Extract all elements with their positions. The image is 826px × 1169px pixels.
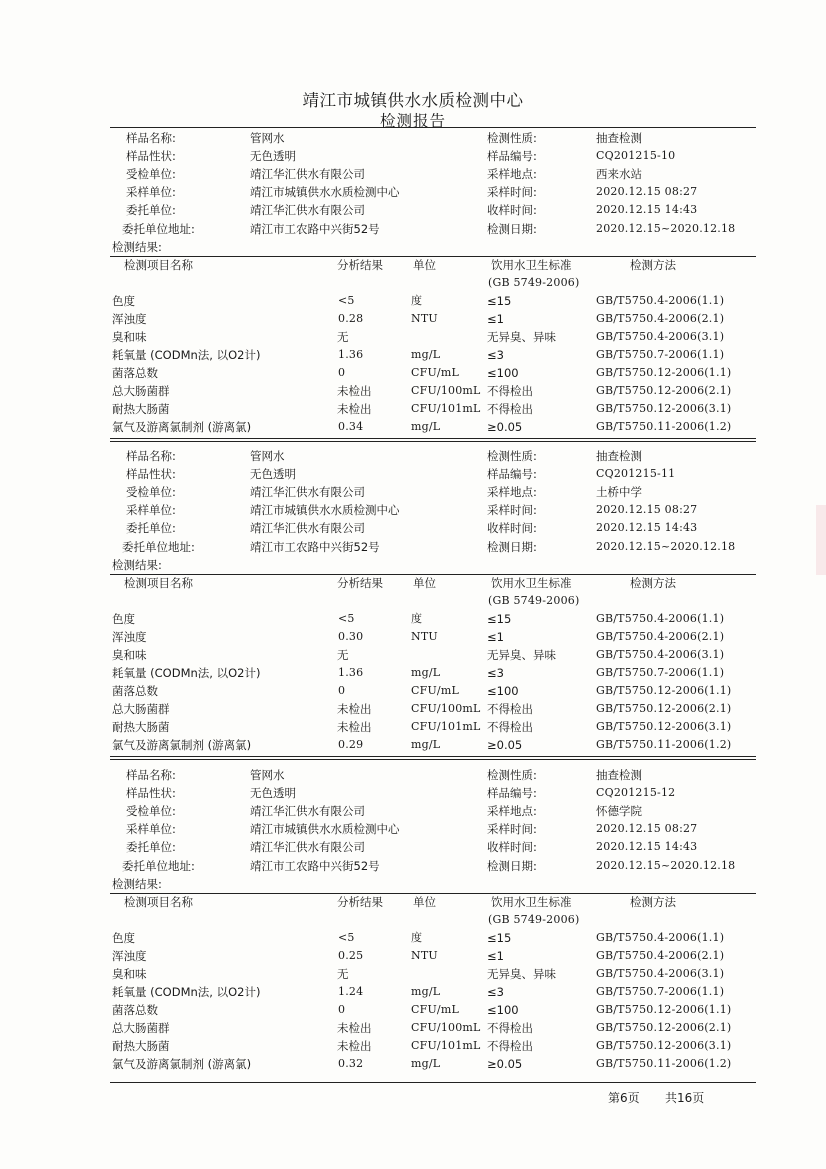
item-method: GB/T5750.12-2006(2.1) (596, 384, 732, 398)
item-standard: ≤1 (487, 311, 504, 326)
item-name: 臭和味 (112, 966, 147, 981)
receive-time-value: 2020.12.15 14:43 (596, 840, 698, 854)
receive-time-label: 收样时间: (487, 521, 537, 536)
item-method: GB/T5750.12-2006(3.1) (596, 1039, 732, 1053)
item-method: GB/T5750.4-2006(3.1) (596, 647, 725, 661)
item-unit: mg/L (411, 347, 441, 361)
sampling-time-label: 采样时间: (487, 503, 537, 518)
client-unit-value: 靖江华汇供水有限公司 (250, 203, 365, 218)
item-result: 0.30 (338, 629, 364, 643)
sampling-site-value: 怀德学院 (596, 804, 642, 819)
test-nature-value: 抽查检测 (596, 131, 642, 145)
receive-time-value: 2020.12.15 14:43 (596, 521, 698, 535)
item-name: 浑浊度 (112, 948, 147, 963)
report-title: 检测报告 (379, 112, 446, 130)
item-result: 1.36 (338, 347, 364, 361)
sample-name-label: 样品名称: (126, 768, 176, 782)
item-standard: ≤3 (487, 984, 504, 999)
item-standard: ≤3 (487, 665, 504, 680)
item-result: <5 (338, 293, 355, 307)
sampling-site-label: 采样地点: (487, 804, 537, 819)
item-result: 未检出 (337, 1021, 372, 1036)
item-result: 0.34 (338, 420, 364, 434)
inspected-unit-label: 受检单位: (126, 804, 176, 819)
item-standard: ≤100 (487, 1003, 519, 1017)
results-label: 检测结果: (112, 876, 162, 891)
item-unit: 度 (411, 611, 423, 625)
sample-name-label: 样品名称: (126, 131, 176, 145)
item-standard: 无异臭、异味 (487, 647, 556, 662)
item-result: 未检出 (337, 720, 372, 735)
item-result: 无 (337, 329, 349, 344)
item-standard: ≤15 (487, 611, 512, 626)
results-label: 检测结果: (112, 557, 162, 572)
client-unit-label: 委托单位: (126, 840, 176, 855)
col-standard-code: (GB 5749-2006) (488, 593, 580, 607)
item-method: GB/T5750.4-2006(3.1) (596, 966, 725, 980)
item-method: GB/T5750.12-2006(2.1) (596, 1021, 732, 1035)
sampling-unit-label: 采样单位: (126, 822, 176, 837)
item-method: GB/T5750.11-2006(1.2) (596, 420, 732, 434)
item-result: 未检出 (337, 384, 372, 399)
item-name: 臭和味 (112, 329, 147, 344)
item-name: 色度 (112, 611, 135, 626)
item-name: 臭和味 (112, 647, 147, 662)
results-label: 检测结果: (112, 239, 162, 254)
sampling-time-label: 采样时间: (487, 185, 537, 200)
item-method: GB/T5750.4-2006(1.1) (596, 611, 725, 625)
item-method: GB/T5750.4-2006(3.1) (596, 329, 725, 343)
client-address-label: 委托单位地址: (122, 858, 195, 873)
sample-state-value: 无色透明 (250, 786, 296, 801)
item-standard: ≥0.05 (487, 1057, 523, 1072)
item-name: 浑浊度 (112, 311, 147, 326)
item-result: 0.32 (338, 1057, 364, 1071)
item-unit: CFU/101mL (411, 402, 481, 416)
col-standard-code: (GB 5749-2006) (488, 912, 580, 926)
client-unit-label: 委托单位: (126, 203, 176, 218)
item-standard: ≤1 (487, 629, 504, 644)
test-date-label: 检测日期: (487, 858, 537, 873)
item-method: GB/T5750.4-2006(2.1) (596, 629, 725, 643)
test-date-value: 2020.12.15~2020.12.18 (596, 858, 736, 872)
item-method: GB/T5750.12-2006(1.1) (596, 366, 732, 379)
col-method-header: 检测方法 (630, 894, 676, 909)
item-unit: NTU (411, 948, 438, 962)
item-result: 0 (338, 1003, 346, 1016)
item-method: GB/T5750.7-2006(1.1) (596, 347, 725, 361)
item-name: 色度 (112, 293, 135, 308)
item-standard: 不得检出 (487, 1039, 533, 1054)
col-method-header: 检测方法 (630, 575, 676, 590)
item-standard: 不得检出 (487, 720, 533, 735)
item-unit: NTU (411, 629, 438, 643)
col-method-header: 检测方法 (630, 257, 676, 272)
item-result: 0.25 (338, 948, 364, 962)
item-standard: ≤100 (487, 684, 519, 698)
client-address-value: 靖江市工农路中兴街52号 (250, 858, 380, 873)
item-method: GB/T5750.4-2006(2.1) (596, 311, 725, 325)
col-unit-header: 单位 (413, 257, 436, 272)
item-standard: 无异臭、异味 (487, 966, 556, 981)
item-method: GB/T5750.11-2006(1.2) (596, 1057, 732, 1071)
item-unit: mg/L (411, 984, 441, 998)
col-standard-header: 饮用水卫生标准 (491, 894, 572, 909)
item-unit: CFU/mL (411, 1003, 459, 1016)
item-name: 耐热大肠菌 (112, 720, 170, 735)
client-unit-label: 委托单位: (126, 521, 176, 536)
col-standard-header: 饮用水卫生标准 (491, 575, 572, 590)
item-unit: CFU/mL (411, 366, 459, 379)
sample-name-label: 样品名称: (126, 449, 176, 463)
item-method: GB/T5750.11-2006(1.2) (596, 738, 732, 752)
item-unit: mg/L (411, 1057, 441, 1071)
sample-number-label: 样品编号: (487, 786, 537, 801)
item-standard: 不得检出 (487, 702, 533, 717)
client-address-label: 委托单位地址: (122, 539, 195, 554)
item-result: 0 (338, 684, 346, 697)
item-name: 耐热大肠菌 (112, 402, 170, 417)
item-result: 未检出 (337, 1039, 372, 1054)
item-method: GB/T5750.12-2006(2.1) (596, 702, 732, 716)
block-separator (110, 438, 756, 442)
title-rule (110, 127, 756, 128)
item-unit: mg/L (411, 420, 441, 434)
results-header-rule (110, 256, 756, 257)
sampling-site-label: 采样地点: (487, 167, 537, 182)
item-name: 菌落总数 (112, 1003, 158, 1017)
inspected-unit-value: 靖江华汇供水有限公司 (250, 485, 365, 500)
col-item-header: 检测项目名称 (124, 575, 193, 590)
test-nature-label: 检测性质: (487, 449, 537, 463)
col-result-header: 分析结果 (337, 257, 383, 272)
test-date-value: 2020.12.15~2020.12.18 (596, 539, 736, 553)
sampling-unit-value: 靖江市城镇供水水质检测中心 (250, 185, 400, 200)
col-item-header: 检测项目名称 (124, 257, 193, 272)
item-name: 耗氧量 (CODMn法, 以O2计) (112, 665, 261, 680)
col-unit-header: 单位 (413, 575, 436, 590)
org-title: 靖江市城镇供水水质检测中心 (302, 91, 524, 110)
sampling-unit-label: 采样单位: (126, 185, 176, 200)
sample-state-label: 样品性状: (126, 149, 176, 164)
item-standard: ≤100 (487, 366, 519, 380)
sampling-time-label: 采样时间: (487, 822, 537, 837)
item-standard: ≤3 (487, 347, 504, 362)
item-name: 总大肠菌群 (112, 702, 170, 717)
col-standard-code: (GB 5749-2006) (488, 275, 580, 289)
item-unit: CFU/101mL (411, 720, 481, 734)
sample-name-value: 管网水 (250, 131, 285, 145)
sampling-unit-value: 靖江市城镇供水水质检测中心 (250, 503, 400, 518)
client-address-label: 委托单位地址: (122, 221, 195, 236)
col-standard-header: 饮用水卫生标准 (491, 257, 572, 272)
item-method: GB/T5750.12-2006(1.1) (596, 684, 732, 697)
sample-state-value: 无色透明 (250, 149, 296, 164)
block-separator (110, 756, 756, 760)
item-standard: ≥0.05 (487, 420, 523, 435)
item-unit: 度 (411, 293, 423, 307)
sample-number-value: CQ201215-10 (596, 149, 676, 163)
item-result: 0.28 (338, 311, 364, 325)
sampling-unit-value: 靖江市城镇供水水质检测中心 (250, 822, 400, 837)
item-method: GB/T5750.4-2006(1.1) (596, 293, 725, 307)
results-header-rule (110, 574, 756, 575)
item-name: 氯气及游离氯制剂 (游离氯) (112, 738, 252, 753)
col-result-header: 分析结果 (337, 894, 383, 909)
col-item-header: 检测项目名称 (124, 894, 193, 909)
item-method: GB/T5750.12-2006(3.1) (596, 720, 732, 734)
page-number: 第6页 (608, 1091, 640, 1105)
client-address-value: 靖江市工农路中兴街52号 (250, 221, 380, 236)
item-name: 总大肠菌群 (112, 1021, 170, 1036)
item-name: 菌落总数 (112, 684, 158, 698)
item-unit: CFU/100mL (411, 1021, 481, 1035)
results-header-rule (110, 893, 756, 894)
sampling-time-value: 2020.12.15 08:27 (596, 822, 698, 836)
item-method: GB/T5750.4-2006(1.1) (596, 930, 725, 944)
item-standard: 不得检出 (487, 384, 533, 399)
item-result: 无 (337, 966, 349, 981)
item-unit: 度 (411, 930, 423, 944)
sample-state-label: 样品性状: (126, 467, 176, 482)
item-standard: ≤15 (487, 293, 512, 308)
sampling-site-value: 土桥中学 (596, 485, 642, 500)
inspected-unit-value: 靖江华汇供水有限公司 (250, 167, 365, 182)
inspected-unit-value: 靖江华汇供水有限公司 (250, 804, 365, 819)
item-standard: ≤15 (487, 930, 512, 945)
item-name: 色度 (112, 930, 135, 945)
sample-number-label: 样品编号: (487, 467, 537, 482)
sample-number-value: CQ201215-12 (596, 786, 676, 800)
test-date-label: 检测日期: (487, 539, 537, 554)
item-result: 0 (338, 366, 346, 379)
inspected-unit-label: 受检单位: (126, 167, 176, 182)
item-name: 氯气及游离氯制剂 (游离氯) (112, 1057, 252, 1072)
test-nature-label: 检测性质: (487, 131, 537, 145)
page-total: 共16页 (665, 1091, 705, 1105)
item-method: GB/T5750.7-2006(1.1) (596, 665, 725, 679)
item-name: 耐热大肠菌 (112, 1039, 170, 1054)
item-unit: mg/L (411, 665, 441, 679)
test-nature-value: 抽查检测 (596, 449, 642, 463)
item-unit: CFU/100mL (411, 702, 481, 716)
sample-name-value: 管网水 (250, 449, 285, 463)
test-date-label: 检测日期: (487, 221, 537, 236)
sampling-time-value: 2020.12.15 08:27 (596, 503, 698, 517)
sampling-site-value: 西来水站 (596, 167, 642, 182)
sample-state-value: 无色透明 (250, 467, 296, 482)
item-standard: 不得检出 (487, 1021, 533, 1036)
col-unit-header: 单位 (413, 894, 436, 909)
item-standard: ≤1 (487, 948, 504, 963)
item-method: GB/T5750.12-2006(1.1) (596, 1003, 732, 1016)
test-nature-value: 抽查检测 (596, 768, 642, 782)
test-nature-label: 检测性质: (487, 768, 537, 782)
col-result-header: 分析结果 (337, 575, 383, 590)
receive-time-label: 收样时间: (487, 840, 537, 855)
item-method: GB/T5750.7-2006(1.1) (596, 984, 725, 998)
sample-name-value: 管网水 (250, 768, 285, 782)
client-unit-value: 靖江华汇供水有限公司 (250, 521, 365, 536)
item-result: 未检出 (337, 702, 372, 717)
item-result: 1.24 (338, 984, 364, 998)
item-result: <5 (338, 611, 355, 625)
sample-number-value: CQ201215-11 (596, 467, 676, 481)
item-result: 未检出 (337, 402, 372, 417)
item-result: <5 (338, 930, 355, 944)
item-standard: 无异臭、异味 (487, 329, 556, 344)
sample-number-label: 样品编号: (487, 149, 537, 164)
item-standard: ≥0.05 (487, 738, 523, 753)
item-unit: NTU (411, 311, 438, 325)
seal-fragment (816, 505, 826, 575)
sampling-time-value: 2020.12.15 08:27 (596, 185, 698, 199)
item-method: GB/T5750.12-2006(3.1) (596, 402, 732, 416)
sampling-site-label: 采样地点: (487, 485, 537, 500)
item-unit: mg/L (411, 738, 441, 752)
item-unit: CFU/101mL (411, 1039, 481, 1053)
item-result: 0.29 (338, 738, 364, 752)
item-result: 1.36 (338, 665, 364, 679)
item-unit: CFU/100mL (411, 384, 481, 398)
footer-rule (110, 1082, 756, 1083)
receive-time-label: 收样时间: (487, 203, 537, 218)
item-standard: 不得检出 (487, 402, 533, 417)
item-name: 氯气及游离氯制剂 (游离氯) (112, 420, 252, 435)
client-address-value: 靖江市工农路中兴街52号 (250, 539, 380, 554)
receive-time-value: 2020.12.15 14:43 (596, 203, 698, 217)
item-name: 耗氧量 (CODMn法, 以O2计) (112, 984, 261, 999)
item-unit: CFU/mL (411, 684, 459, 697)
sample-state-label: 样品性状: (126, 786, 176, 801)
item-name: 浑浊度 (112, 629, 147, 644)
inspected-unit-label: 受检单位: (126, 485, 176, 500)
item-method: GB/T5750.4-2006(2.1) (596, 948, 725, 962)
item-result: 无 (337, 647, 349, 662)
test-date-value: 2020.12.15~2020.12.18 (596, 221, 736, 235)
item-name: 总大肠菌群 (112, 384, 170, 399)
item-name: 耗氧量 (CODMn法, 以O2计) (112, 347, 261, 362)
client-unit-value: 靖江华汇供水有限公司 (250, 840, 365, 855)
sampling-unit-label: 采样单位: (126, 503, 176, 518)
item-name: 菌落总数 (112, 366, 158, 380)
